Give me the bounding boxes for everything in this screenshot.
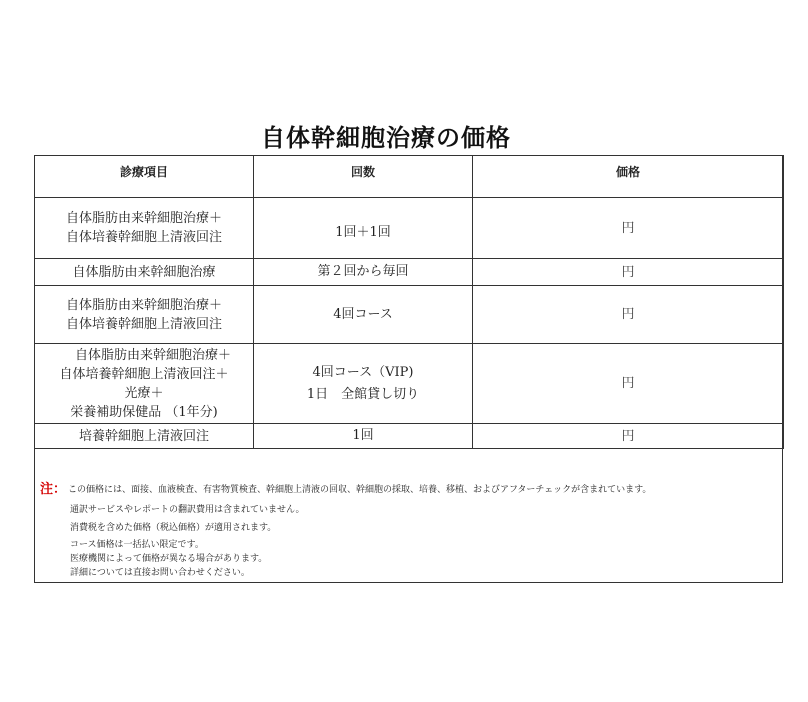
treatment-line: 自体脂肪由来幹細胞治療＋ xyxy=(65,297,222,313)
count-line: 4回コース xyxy=(333,306,393,322)
count-cell xyxy=(254,198,473,259)
treatment-line: 自体培養幹細胞上清液回注 xyxy=(65,316,222,332)
note-line: 通訳サービスやレポートの翻訳費用は含まれていません。 xyxy=(70,505,305,515)
page-title: 自体幹細胞治療の価格 xyxy=(261,124,511,152)
treatment-line: 自体培養幹細胞上清液回注＋ xyxy=(59,366,229,382)
header-price: 価格 xyxy=(473,156,784,198)
price-cell: 円 xyxy=(473,344,784,424)
price-cell: 円 xyxy=(473,259,784,286)
treatment-cell xyxy=(35,344,254,424)
price-cell: 円 xyxy=(473,198,784,259)
treatment-cell xyxy=(35,424,254,449)
note-mark: 注： xyxy=(40,482,67,497)
count-cell xyxy=(254,259,473,286)
table-row xyxy=(35,286,784,344)
note-line: コース価格は一括払い限定です。 xyxy=(70,540,204,550)
count-line: 1日 全館貸し切り xyxy=(306,386,420,402)
table-row xyxy=(35,344,784,424)
table-row xyxy=(35,198,784,259)
table-header-row xyxy=(35,156,784,198)
count-line: 1回 xyxy=(352,428,374,443)
price-cell: 円 xyxy=(473,286,784,344)
price-cell: 円 xyxy=(473,424,784,449)
table-row xyxy=(35,259,784,286)
table-row xyxy=(35,424,784,449)
header-treatment: 診療項目 xyxy=(35,156,254,198)
treatment-line: 栄養補助保健品 （1年分) xyxy=(70,404,218,420)
treatment-line: 自体脂肪由来幹細胞治療＋ xyxy=(74,347,231,363)
count-cell xyxy=(254,344,473,424)
treatment-line: 光療＋ xyxy=(124,385,164,401)
note-line: 医療機関によって価格が異なる場合があります。 xyxy=(70,554,268,564)
count-line: 第２回から毎回 xyxy=(317,264,409,279)
note-line: 詳細については直接お問い合わせください。 xyxy=(70,568,250,578)
note-line: 消費税を含めた価格（税込価格）が適用されます。 xyxy=(70,523,277,533)
count-cell xyxy=(254,286,473,344)
treatment-line: 自体脂肪由来幹細胞治療 xyxy=(72,264,216,280)
price-table xyxy=(34,155,784,449)
treatment-cell xyxy=(35,259,254,286)
treatment-line: 自体培養幹細胞上清液回注 xyxy=(65,230,222,245)
count-line: 1回＋1回 xyxy=(335,225,391,240)
treatment-cell xyxy=(35,286,254,344)
treatment-line: 自体脂肪由来幹細胞治療＋ xyxy=(65,211,222,226)
header-count: 回数 xyxy=(254,156,473,198)
count-cell xyxy=(254,424,473,449)
treatment-cell xyxy=(35,198,254,259)
note-line: この価格には、面接、血液検査、有害物質検査、幹細胞上清液の回収、幹細胞の採取、培養、移植、およびアフターチェックが含まれています。 xyxy=(68,485,652,495)
treatment-line: 培養幹細胞上清液回注 xyxy=(78,428,209,444)
count-line: 4回コース（VIP) xyxy=(312,364,414,380)
